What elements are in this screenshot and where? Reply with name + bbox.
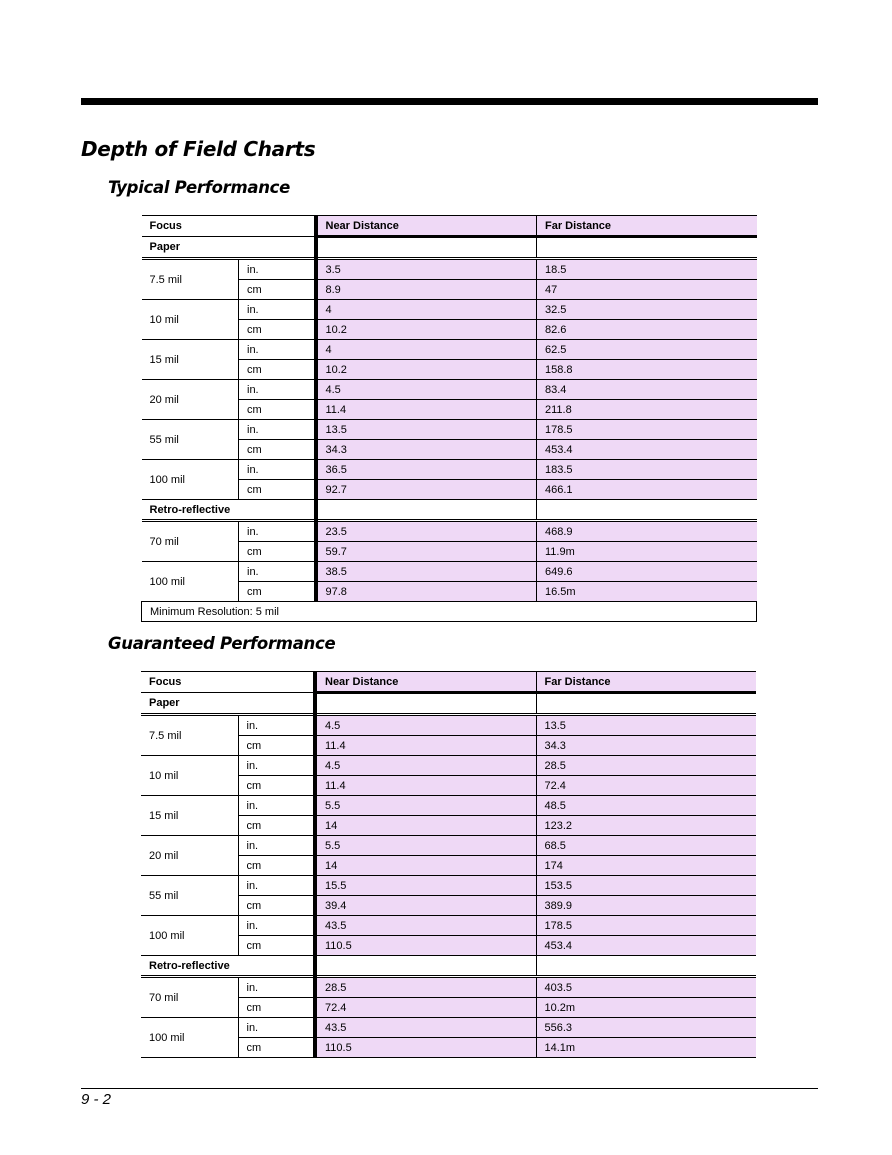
- far-value: 48.5: [536, 796, 756, 816]
- focus-header: Focus: [142, 216, 316, 237]
- focus-cell: 55 mil: [141, 876, 238, 916]
- empty-cell: [315, 956, 536, 977]
- unit-cell: cm: [238, 736, 315, 756]
- far-value: 62.5: [537, 340, 757, 360]
- far-value: 403.5: [536, 977, 756, 998]
- far-value: 83.4: [537, 380, 757, 400]
- unit-cell: cm: [238, 896, 315, 916]
- near-distance-header: Near Distance: [316, 216, 537, 237]
- empty-cell: [316, 237, 537, 259]
- far-distance-header: Far Distance: [537, 216, 757, 237]
- minimum-resolution-row: [142, 602, 757, 622]
- far-value: 28.5: [536, 756, 756, 776]
- unit-cell: in.: [239, 300, 316, 320]
- top-rule: [81, 98, 818, 105]
- unit-cell: cm: [239, 582, 316, 602]
- section-label: Retro-reflective: [141, 956, 315, 977]
- empty-cell: [536, 693, 756, 715]
- near-value: 8.9: [316, 280, 537, 300]
- focus-cell: 100 mil: [142, 460, 239, 500]
- unit-cell: in.: [239, 420, 316, 440]
- table-row: [141, 756, 756, 776]
- near-value: 23.5: [316, 521, 537, 542]
- section-row-retro-reflective: [141, 956, 756, 977]
- near-value: 4: [316, 300, 537, 320]
- far-value: 389.9: [536, 896, 756, 916]
- table-row: [141, 796, 756, 816]
- near-value: 4: [316, 340, 537, 360]
- near-value: 92.7: [316, 480, 537, 500]
- far-value: 158.8: [537, 360, 757, 380]
- focus-cell: 20 mil: [141, 836, 238, 876]
- page-number: 9 - 2: [81, 1091, 112, 1108]
- table-row: [142, 562, 757, 582]
- table-row: [142, 420, 757, 440]
- section-label: Paper: [142, 237, 316, 259]
- table-header-row: [142, 216, 757, 237]
- focus-cell: 15 mil: [141, 796, 238, 836]
- far-value: 174: [536, 856, 756, 876]
- focus-header: Focus: [141, 672, 315, 693]
- far-value: 14.1m: [536, 1038, 756, 1058]
- focus-cell: 7.5 mil: [142, 259, 239, 300]
- near-value: 97.8: [316, 582, 537, 602]
- unit-cell: cm: [239, 360, 316, 380]
- near-value: 5.5: [315, 836, 536, 856]
- unit-cell: cm: [239, 400, 316, 420]
- focus-cell: 10 mil: [142, 300, 239, 340]
- near-value: 43.5: [315, 1018, 536, 1038]
- unit-cell: in.: [238, 916, 315, 936]
- guaranteed-performance-table: [141, 671, 756, 1058]
- unit-cell: cm: [238, 936, 315, 956]
- empty-cell: [536, 956, 756, 977]
- table-row: [142, 380, 757, 400]
- focus-cell: 70 mil: [142, 521, 239, 562]
- near-value: 3.5: [316, 259, 537, 280]
- far-value: 466.1: [537, 480, 757, 500]
- typical-performance-table: [141, 215, 757, 622]
- unit-cell: in.: [239, 521, 316, 542]
- near-value: 11.4: [315, 736, 536, 756]
- far-value: 153.5: [536, 876, 756, 896]
- near-value: 110.5: [315, 1038, 536, 1058]
- table-row: [142, 340, 757, 360]
- far-value: 10.2m: [536, 998, 756, 1018]
- focus-cell: 15 mil: [142, 340, 239, 380]
- near-value: 13.5: [316, 420, 537, 440]
- near-value: 10.2: [316, 320, 537, 340]
- near-value: 11.4: [315, 776, 536, 796]
- empty-cell: [537, 237, 757, 259]
- far-value: 453.4: [536, 936, 756, 956]
- table-row: [142, 460, 757, 480]
- near-value: 38.5: [316, 562, 537, 582]
- table-header-row: [141, 672, 756, 693]
- far-value: 47: [537, 280, 757, 300]
- unit-cell: in.: [238, 1018, 315, 1038]
- far-value: 123.2: [536, 816, 756, 836]
- unit-cell: in.: [239, 340, 316, 360]
- page-title: Depth of Field Charts: [81, 137, 316, 161]
- unit-cell: cm: [239, 440, 316, 460]
- guaranteed-performance-heading: Guaranteed Performance: [108, 634, 336, 653]
- unit-cell: in.: [238, 756, 315, 776]
- unit-cell: cm: [239, 480, 316, 500]
- near-value: 72.4: [315, 998, 536, 1018]
- focus-cell: 7.5 mil: [141, 715, 238, 756]
- focus-cell: 70 mil: [141, 977, 238, 1018]
- near-value: 34.3: [316, 440, 537, 460]
- bottom-rule: [81, 1088, 818, 1089]
- table-row: [141, 916, 756, 936]
- near-value: 110.5: [315, 936, 536, 956]
- empty-cell: [537, 500, 757, 521]
- unit-cell: in.: [238, 977, 315, 998]
- unit-cell: in.: [238, 715, 315, 736]
- far-value: 183.5: [537, 460, 757, 480]
- section-label: Paper: [141, 693, 315, 715]
- unit-cell: cm: [238, 856, 315, 876]
- far-value: 178.5: [536, 916, 756, 936]
- near-value: 43.5: [315, 916, 536, 936]
- far-value: 11.9m: [537, 542, 757, 562]
- near-value: 10.2: [316, 360, 537, 380]
- far-value: 16.5m: [537, 582, 757, 602]
- table-row: [142, 259, 757, 280]
- near-value: 28.5: [315, 977, 536, 998]
- unit-cell: in.: [239, 380, 316, 400]
- empty-cell: [316, 500, 537, 521]
- far-value: 178.5: [537, 420, 757, 440]
- unit-cell: in.: [239, 562, 316, 582]
- unit-cell: cm: [238, 1038, 315, 1058]
- near-value: 14: [315, 856, 536, 876]
- focus-cell: 100 mil: [141, 1018, 238, 1058]
- far-value: 34.3: [536, 736, 756, 756]
- minimum-resolution-note: Minimum Resolution: 5 mil: [142, 602, 757, 622]
- near-value: 39.4: [315, 896, 536, 916]
- table-row: [141, 977, 756, 998]
- focus-cell: 55 mil: [142, 420, 239, 460]
- near-value: 59.7: [316, 542, 537, 562]
- unit-cell: cm: [238, 816, 315, 836]
- far-value: 72.4: [536, 776, 756, 796]
- near-distance-header: Near Distance: [315, 672, 536, 693]
- unit-cell: cm: [239, 280, 316, 300]
- empty-cell: [315, 693, 536, 715]
- far-value: 13.5: [536, 715, 756, 736]
- unit-cell: in.: [238, 836, 315, 856]
- far-value: 18.5: [537, 259, 757, 280]
- far-value: 68.5: [536, 836, 756, 856]
- far-distance-header: Far Distance: [536, 672, 756, 693]
- near-value: 4.5: [315, 756, 536, 776]
- focus-cell: 10 mil: [141, 756, 238, 796]
- typical-performance-heading: Typical Performance: [108, 178, 291, 197]
- far-value: 556.3: [536, 1018, 756, 1038]
- section-row-retro-reflective: [142, 500, 757, 521]
- unit-cell: cm: [239, 542, 316, 562]
- focus-cell: 100 mil: [141, 916, 238, 956]
- table-row: [141, 836, 756, 856]
- table-row: [142, 521, 757, 542]
- far-value: 453.4: [537, 440, 757, 460]
- near-value: 5.5: [315, 796, 536, 816]
- far-value: 468.9: [537, 521, 757, 542]
- near-value: 14: [315, 816, 536, 836]
- unit-cell: cm: [238, 776, 315, 796]
- far-value: 211.8: [537, 400, 757, 420]
- section-row-paper: [142, 237, 757, 259]
- unit-cell: in.: [239, 259, 316, 280]
- section-label: Retro-reflective: [142, 500, 316, 521]
- far-value: 649.6: [537, 562, 757, 582]
- near-value: 4.5: [315, 715, 536, 736]
- focus-cell: 100 mil: [142, 562, 239, 602]
- far-value: 82.6: [537, 320, 757, 340]
- unit-cell: in.: [238, 876, 315, 896]
- unit-cell: in.: [239, 460, 316, 480]
- unit-cell: cm: [239, 320, 316, 340]
- near-value: 15.5: [315, 876, 536, 896]
- near-value: 11.4: [316, 400, 537, 420]
- unit-cell: cm: [238, 998, 315, 1018]
- table-row: [142, 300, 757, 320]
- table-row: [141, 715, 756, 736]
- table-row: [141, 1018, 756, 1038]
- section-row-paper: [141, 693, 756, 715]
- far-value: 32.5: [537, 300, 757, 320]
- near-value: 36.5: [316, 460, 537, 480]
- focus-cell: 20 mil: [142, 380, 239, 420]
- unit-cell: in.: [238, 796, 315, 816]
- near-value: 4.5: [316, 380, 537, 400]
- table-row: [141, 876, 756, 896]
